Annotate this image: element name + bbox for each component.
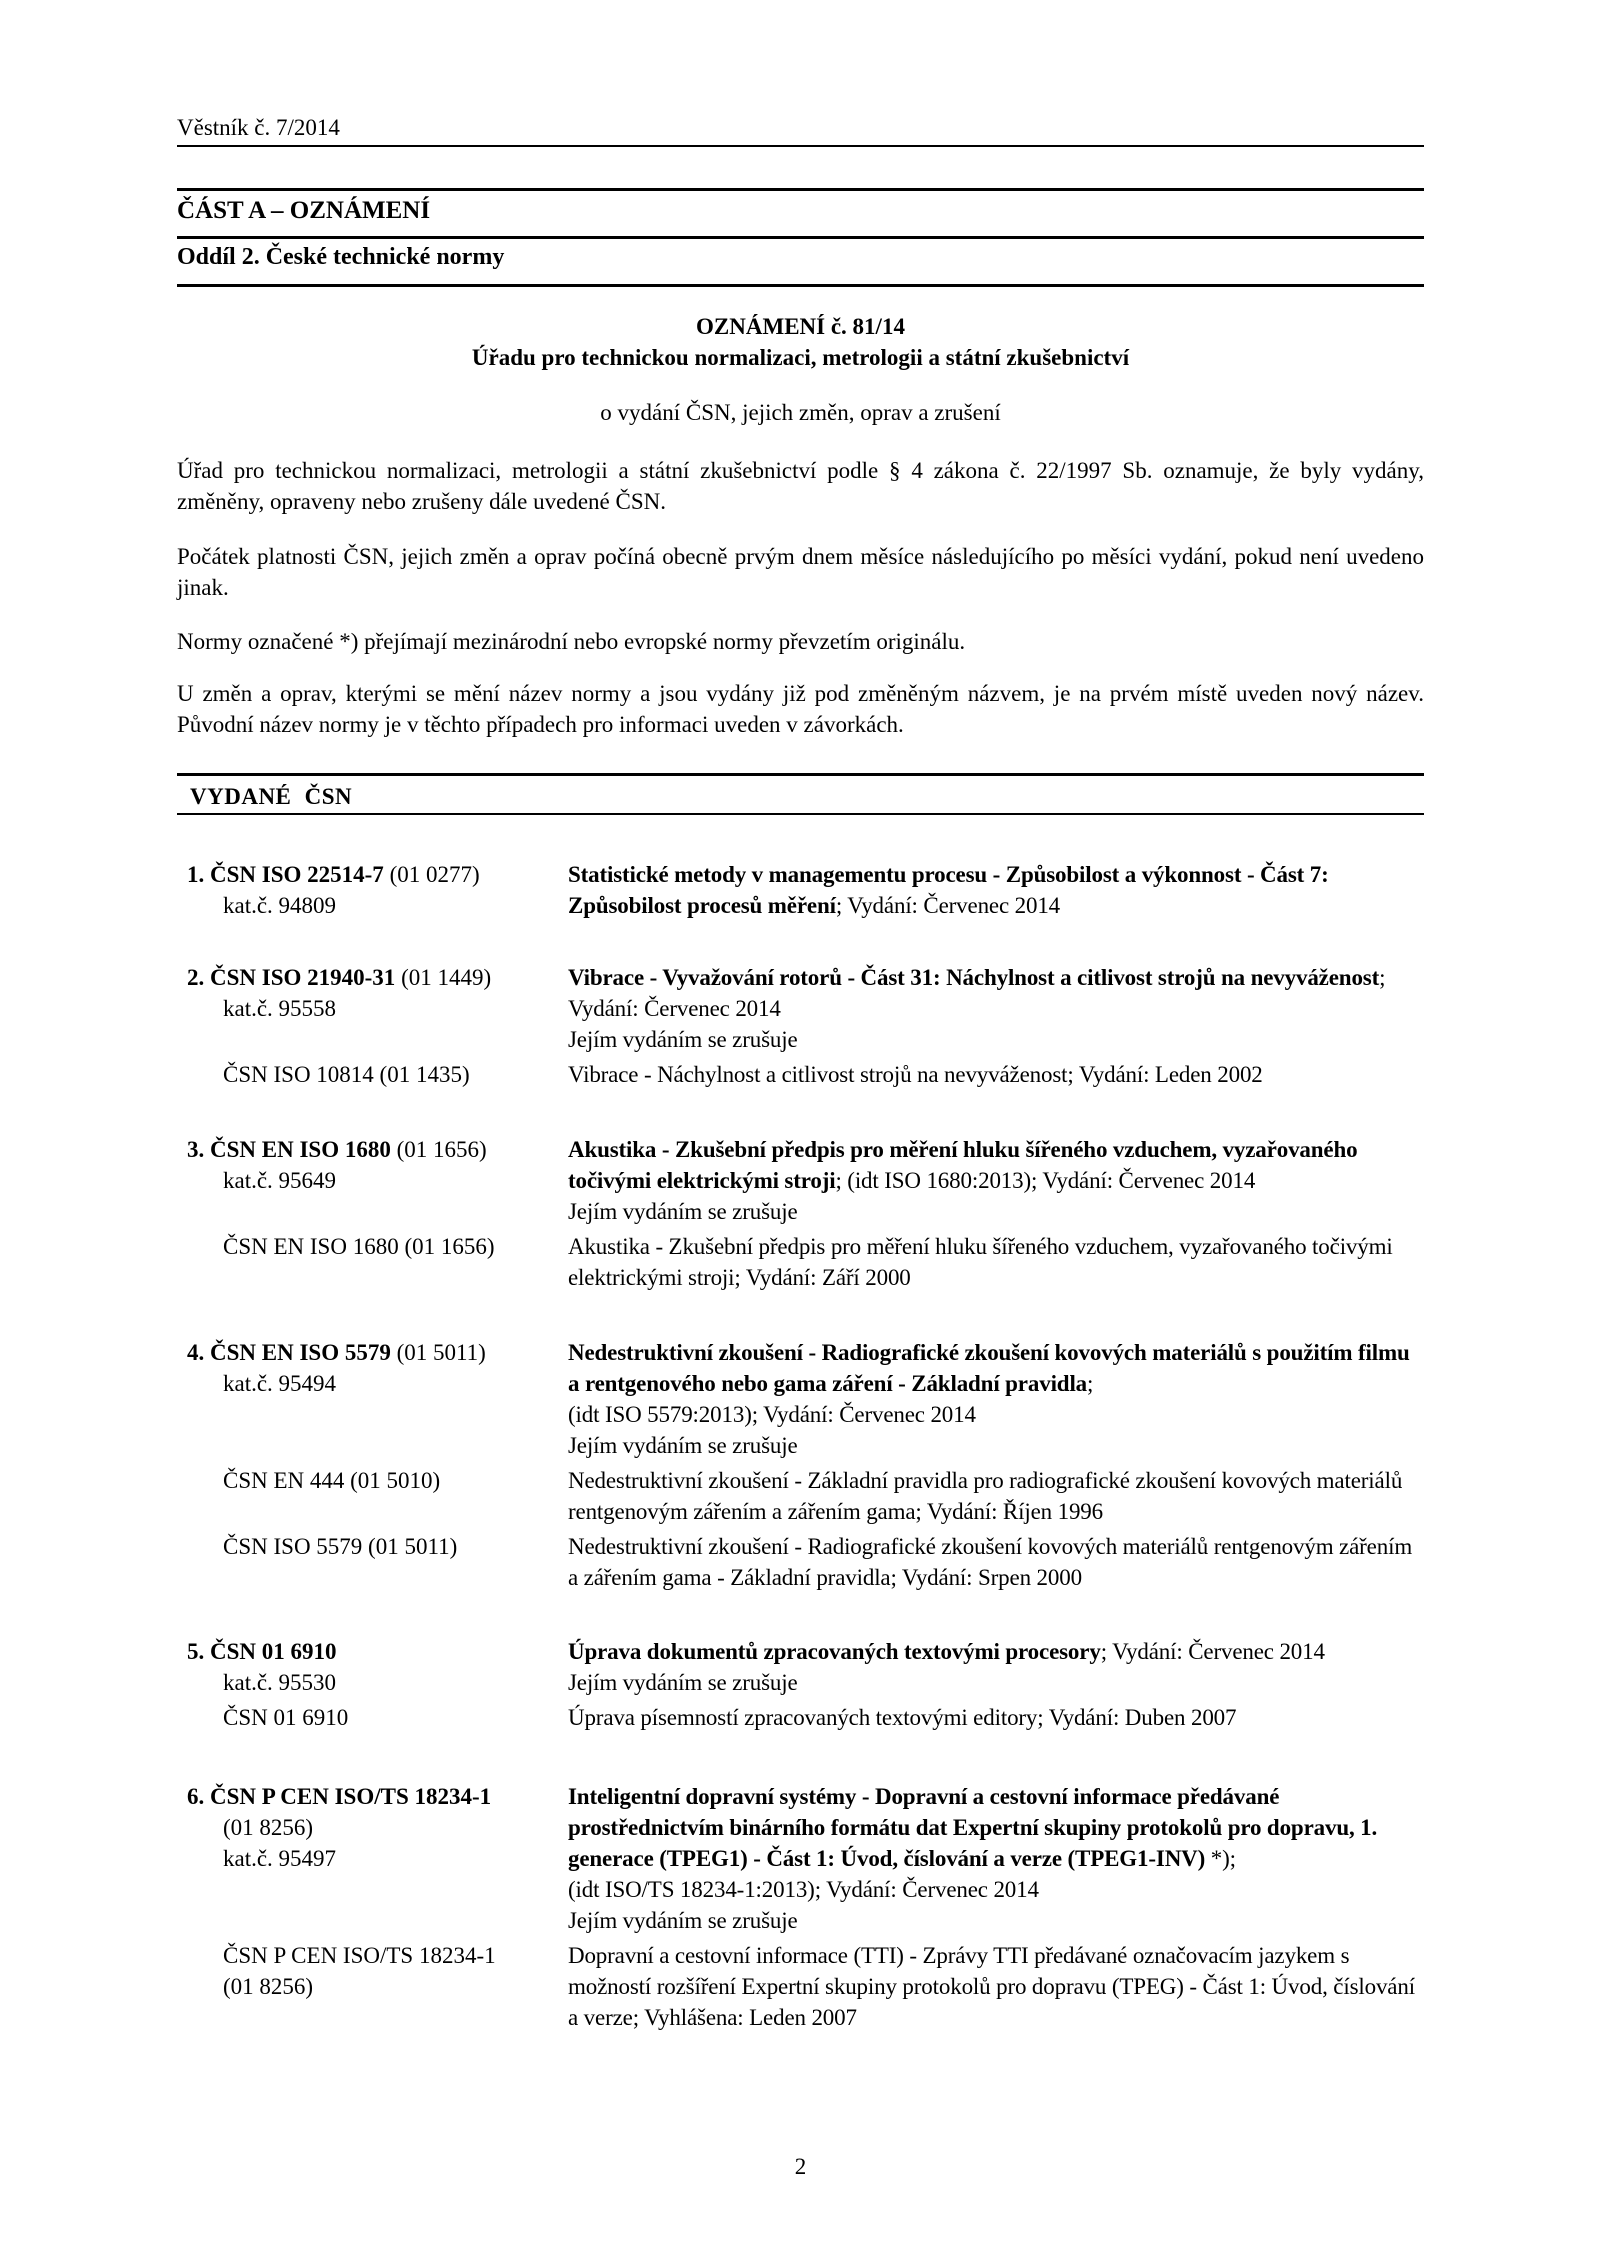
standard-item [177,1134,1424,1293]
designation-text: ČSN EN ISO 1680 [210,1137,391,1162]
designation-text: ČSN P CEN ISO/TS 18234-1 [210,1784,492,1809]
class-code: (01 1656) [396,1137,487,1162]
issued-section-heading: VYDANÉ ČSN [190,784,353,809]
catalog-number: kat.č. 95558 [223,996,337,1021]
catalog-number: kat.č. 95649 [223,1168,337,1193]
catalog-number: kat.č. 95530 [223,1670,337,1695]
notice-paragraph: Úřad pro technickou normalizaci, metrologii a státní zkušebnictví podle § 4 zákona č. 22/1997 Sb. oznamuje, že byly vydány, změněny, opraveny nebo zrušeny dále uvedené ČSN. [177,458,1424,514]
notice-paragraph: Normy označené *) přejímají mezinárodní nebo evropské normy převzetím originálu. [177,629,966,654]
standard-item [177,1337,1424,1593]
standard-item [177,1636,1424,1733]
replaced-description: Úprava písemností zpracovaných textovými editory; Vydání: Duben 2007 [568,1705,1237,1730]
item-number: 1. [187,862,205,887]
standard-title [568,1134,1424,1196]
standard-item [177,962,1424,1090]
notice-authority: Úřadu pro technickou normalizaci, metrologii a státní zkušebnictví [471,345,1130,370]
replaced-designation: ČSN ISO 5579 (01 5011) [223,1534,458,1559]
catalog-number: kat.č. 94809 [223,893,337,918]
notice-subject: o vydání ČSN, jejich změn, oprav a zrušení [600,400,1001,425]
title-bold: Úprava dokumentů zpracovaných textovými procesory [568,1639,1101,1664]
replaced-standard [177,1465,1424,1527]
replaced-standard [177,1940,1424,2033]
replaced-designation: ČSN EN 444 (01 5010) [223,1468,441,1493]
designation-text: ČSN EN ISO 5579 [210,1340,391,1365]
divider [177,284,1424,287]
replaced-designation: ČSN ISO 10814 (01 1435) [223,1062,470,1087]
item-number: 3. [187,1137,205,1162]
title-bold: Statistické metody v managementu procesu - Způsobilost a výkonnost - Část 7: Způsobilost procesů měření [568,862,1329,918]
standard-title [568,859,1424,921]
title-rest: *); [1205,1846,1236,1871]
cancellation-note: Jejím vydáním se zrušuje [568,1908,798,1933]
title-bold: Inteligentní dopravní systémy - Dopravní a cestovní informace předávané prostřednictvím binárního formátu dat Expertní skupiny protokolů pro dopravu, 1. generace (TPEG1) - Část 1: Úvod, číslování a verze (TPEG1-INV) [568,1784,1378,1871]
class-code: (01 0277) [389,862,480,887]
replaced-description: Nedestruktivní zkoušení - Radiografické zkoušení kovových materiálů rentgenovým zářením a zářením gama - Základní pravidla; Vydání: Srpen 2000 [568,1534,1413,1590]
catalog-number: kat.č. 95494 [223,1371,337,1396]
cancellation-note: Jejím vydáním se zrušuje [568,1027,798,1052]
divider [177,236,1424,239]
title-rest: ; [1087,1371,1094,1396]
replaced-designation: ČSN P CEN ISO/TS 18234-1 [223,1943,496,1968]
item-number: 4. [187,1340,205,1365]
replaced-designation-class-line: (01 8256) [223,1974,314,1999]
title-bold: Akustika - Zkušební předpis pro měření hluku šířeného vzduchem, vyzařovaného točivými elektrickými stroji [568,1137,1358,1193]
designation-text: ČSN 01 6910 [210,1639,337,1664]
standard-designation [187,962,568,993]
divider [177,773,1424,776]
title-rest: ; Vydání: Červenec 2014 [568,965,1386,1021]
notice-paragraph: Počátek platnosti ČSN, jejich změn a oprav počíná obecně prvým dnem měsíce následujícího po měsíci vydání, pokud není uvedeno jinak. [177,544,1424,600]
notice-number: OZNÁMENÍ č. 81/14 [696,314,905,339]
replaced-description: Vibrace - Náchylnost a citlivost strojů na nevyváženost; Vydání: Leden 2002 [568,1062,1263,1087]
item-number: 6. [187,1784,205,1809]
replaced-standard [177,1059,1424,1090]
standard-designation [187,1337,568,1368]
replaced-description: Dopravní a cestovní informace (TTI) - Zprávy TTI předávané označovacím jazykem s možností rozšíření Expertní skupiny protokolů pro dopravu (TPEG) - Část 1: Úvod, číslování a verze; Vyhlášena: Leden 2007 [568,1943,1415,2030]
title-rest: ; (idt ISO 1680:2013); Vydání: Červenec 2014 [835,1168,1256,1193]
replaced-designation: ČSN 01 6910 [223,1705,349,1730]
standard-item [177,1781,1424,2033]
standard-designation [187,1636,568,1667]
standard-designation [187,1134,568,1165]
title-rest: ; Vydání: Červenec 2014 [1100,1639,1325,1664]
replaced-description: Nedestruktivní zkoušení - Základní pravidla pro radiografické zkoušení kovových materiálů rentgenovým zářením a zářením gama; Vydání: Říjen 1996 [568,1468,1403,1524]
divider [177,188,1424,191]
cancellation-note: Jejím vydáním se zrušuje [568,1670,798,1695]
standard-title [568,1337,1424,1399]
class-code: (01 1449) [401,965,492,990]
catalog-number: kat.č. 95497 [223,1846,337,1871]
divider [177,145,1424,147]
replaced-standard [177,1231,1424,1293]
standard-title [568,1636,1424,1667]
item-number: 2. [187,965,205,990]
idt-line: (idt ISO 5579:2013); Vydání: Červenec 2014 [568,1402,976,1427]
title-bold: Vibrace - Vyvažování rotorů - Část 31: Náchylnost a citlivost strojů na nevyváženost [568,965,1380,990]
standard-item [177,859,1424,921]
designation-text: ČSN ISO 21940-31 [210,965,396,990]
standard-designation [187,1781,568,1812]
replaced-standard [177,1702,1424,1733]
item-number: 5. [187,1639,205,1664]
replaced-standard [177,1531,1424,1593]
section-heading: Oddíl 2. České technické normy [177,244,505,270]
notice-paragraph: U změn a oprav, kterými se mění název normy a jsou vydány již pod změněným názvem, je na prvém místě uveden nový název. Původní název normy je v těchto případech pro informaci uveden v závorkách. [177,681,1424,737]
standard-designation [187,859,568,890]
cancellation-note: Jejím vydáním se zrušuje [568,1433,798,1458]
replaced-designation: ČSN EN ISO 1680 (01 1656) [223,1234,495,1259]
cancellation-note: Jejím vydáním se zrušuje [568,1199,798,1224]
standard-title [568,1781,1424,1874]
divider [177,813,1424,815]
designation-text: ČSN ISO 22514-7 [210,862,384,887]
journal-header: Věstník č. 7/2014 [177,115,340,140]
designation-class-line: (01 8256) [223,1815,314,1840]
idt-line: (idt ISO/TS 18234-1:2013); Vydání: Červenec 2014 [568,1877,1039,1902]
page-number: 2 [794,2154,807,2179]
standard-title [568,962,1424,1024]
class-code: (01 5011) [396,1340,486,1365]
replaced-description: Akustika - Zkušební předpis pro měření hluku šířeného vzduchem, vyzařovaného točivými elektrickými stroji; Vydání: Září 2000 [568,1234,1393,1290]
title-rest: ; Vydání: Červenec 2014 [835,893,1061,918]
title-bold: Nedestruktivní zkoušení - Radiografické zkoušení kovových materiálů s použitím filmu a rentgenového nebo gama záření - Základní pravidla [568,1340,1410,1396]
part-heading: ČÁST A – OZNÁMENÍ [177,197,431,224]
